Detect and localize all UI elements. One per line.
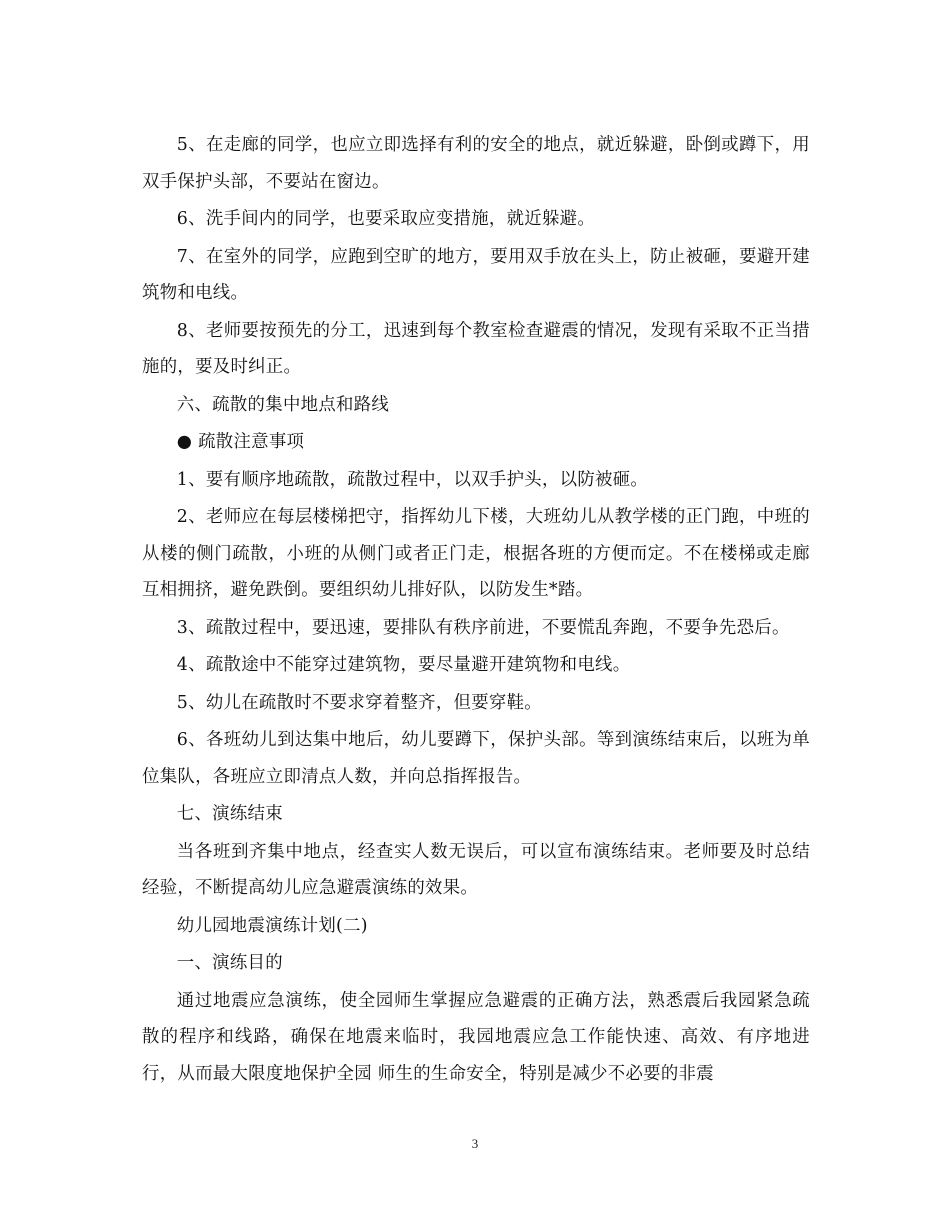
paragraph-stairway-guarding: 2、老师应在每层楼梯把守，指挥幼儿下楼，大班幼儿从教学楼的正门跑，中班的从楼的侧门疏散，小班的从侧门或者正门走，根据各班的方便而定。不在楼梯或走廊互相拥挤，避免跌倒。要组织幼儿排好队，以防发生*踏。	[142, 507, 810, 600]
document-subtitle-plan-two: 幼儿园地震演练计划(二)	[176, 915, 368, 936]
paragraph-dress-shoes: 5、幼儿在疏散时不要求穿着整齐，但要穿鞋。	[176, 692, 542, 713]
page-number: 3	[471, 1136, 479, 1151]
paragraph-assembly-headcount: 6、各班幼儿到达集中地后，幼儿要蹲下，保护头部。等到演练结束后，以班为单位集队，各班应立即清点人数，并向总指挥报告。	[142, 730, 810, 787]
section-heading-drill-end: 七、演练结束	[176, 804, 283, 824]
paragraph-teacher-inspection: 8、老师要按预先的分工，迅速到每个教室检查避震的情况，发现有采取不正当措施的，要及时纠正。	[142, 320, 810, 377]
paragraph-drill-conclusion: 当各班到齐集中地点，经查实人数无误后，可以宣布演练结束。老师要及时总结经验，不断提高幼儿应急避震演练的效果。	[142, 841, 810, 898]
paragraph-corridor-students: 5、在走廊的同学，也应立即选择有利的安全的地点，就近躲避，卧倒或蹲下，用双手保护头部，不要站在窗边。	[142, 135, 810, 192]
paragraph-orderly-evacuation: 1、要有顺序地疏散，疏散过程中，以双手护头，以防被砸。	[176, 469, 649, 490]
section-heading-drill-purpose: 一、演练目的	[176, 953, 283, 973]
document-body	[142, 127, 810, 1093]
paragraph-evacuation-speed: 3、疏散过程中，要迅速，要排队有秩序前进，不要慌乱奔跑，不要争先恐后。	[176, 617, 790, 638]
subheading-evacuation-notes: ● 疏散注意事项	[176, 432, 305, 452]
paragraph-outdoor-students: 7、在室外的同学，应跑到空旷的地方，要用双手放在头上，防止被砸，要避开建筑物和电线。	[142, 246, 810, 303]
paragraph-drill-purpose: 通过地震应急演练，使全园师生掌握应急避震的正确方法，熟悉震后我园紧急疏散的程序和线路，确保在地震来临时，我园地震应急工作能快速、高效、有序地进行，从而最大限度地保护全园 师生的生命安全，特别是减少不必要的非震	[142, 990, 810, 1084]
paragraph-washroom-students: 6、洗手间内的同学，也要采取应变措施，就近躲避。	[176, 209, 596, 229]
paragraph-avoid-buildings: 4、疏散途中不能穿过建筑物，要尽量避开建筑物和电线。	[176, 655, 631, 675]
section-heading-evacuation-location: 六、疏散的集中地点和路线	[176, 394, 390, 415]
